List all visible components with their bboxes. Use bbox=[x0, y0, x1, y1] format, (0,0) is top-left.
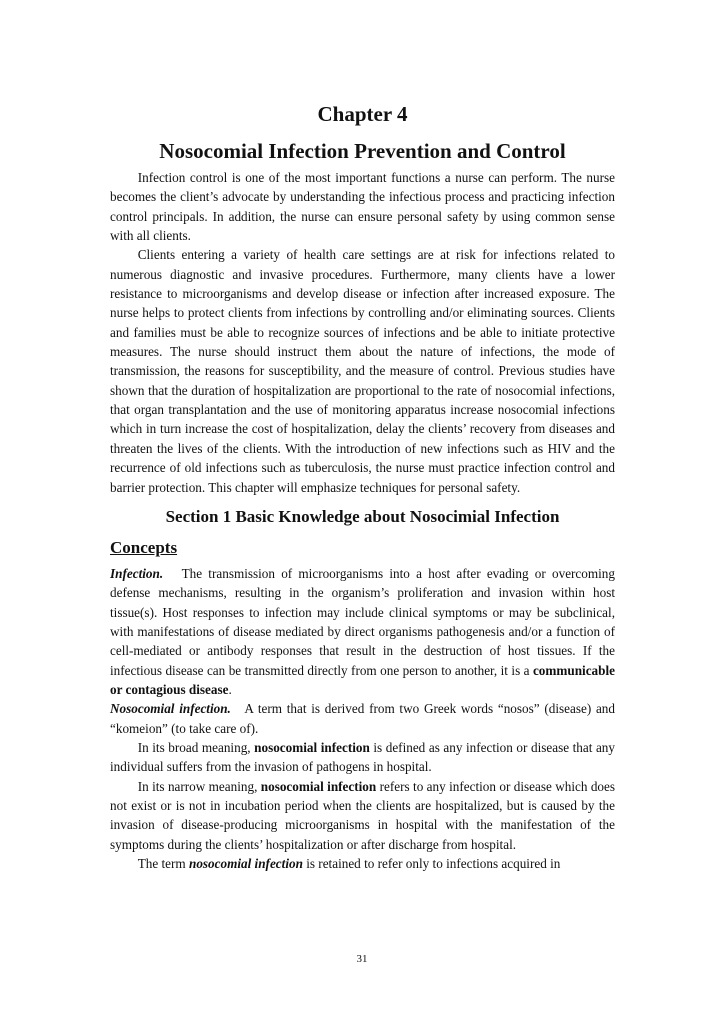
infection-definition bbox=[110, 564, 615, 699]
retained-term: nosocomial infection bbox=[188, 856, 303, 871]
page-content bbox=[110, 100, 615, 873]
retained-before: The term bbox=[137, 856, 189, 871]
narrow-after: refers to any infection or disease which does not exist or is not in incubation period when the clients are hospitalized, but is caused by the invasion of disease-producing microorganisms in hospital with the manifestation of the symptoms during the clients’ hospitalization or after discharge from hospital. bbox=[110, 778, 615, 852]
narrow-term: nosocomial infection bbox=[260, 778, 377, 794]
infection-text: The transmission of microorganisms into a host after evading or overcoming defense mechanisms, resulting in the organism’s proliferation and invasion within host tissue(s). Host responses to infection may include clinical symptoms or may be subclinical, with manifestations of disease mediated by direct organisms pathogenesis and/or a function of cell-mediated or antibody responses that result in the destruction of host tissues. If the infectious disease can be transmitted directly from one person to another, it is a bbox=[110, 565, 615, 678]
chapter-number: Chapter 4 bbox=[317, 102, 408, 126]
nosocomial-term: Nosocomial infection. bbox=[110, 701, 231, 717]
broad-meaning-paragraph bbox=[110, 738, 615, 777]
communicable-disease-term: communicable or contagious disease bbox=[110, 662, 615, 697]
page-number: 31 bbox=[356, 953, 368, 965]
broad-before: In its broad meaning, bbox=[137, 739, 255, 755]
chapter-title: Nosocomial Infection Prevention and Control bbox=[159, 139, 566, 163]
broad-after: is defined as any infection or disease that any individual suffers from the invasion of pathogens in hospital. bbox=[110, 739, 615, 775]
section-title: Section 1 Basic Knowledge about Nosocimial Infection bbox=[165, 506, 560, 526]
nosocomial-definition bbox=[110, 699, 615, 738]
infection-end: . bbox=[228, 681, 232, 697]
retained-term-paragraph bbox=[110, 854, 615, 873]
nosocomial-text: A term that is derived from two Greek words “nosos” (disease) and “komeion” (to take care of). bbox=[110, 701, 615, 736]
infection-term: Infection. bbox=[110, 565, 164, 581]
concepts-heading: Concepts bbox=[110, 537, 178, 557]
narrow-meaning-paragraph bbox=[110, 777, 615, 854]
broad-term: nosocomial infection bbox=[254, 739, 370, 755]
narrow-before: In its narrow meaning, bbox=[137, 778, 261, 794]
intro-paragraph-2: Clients entering a variety of health care settings are at risk for infections related to numerous diagnostic and invasive procedures. Furthermore, many clients have a lower resistance to microorganisms and develop disease or infection after increased exposure. The nurse helps to protect clients from infections by controlling and/or eliminating sources. Clients and families must be able to recognize sources of infections and be able to initiate protective measures. The nurse should instruct them about the nature of infections, the mode of transmission, the reasons for susceptibility, and the measure of control. Previous studies have shown that the duration of hospitalization are proportional to the rate of nosocomial infections, that organ transplantation and the use of monitoring apparatus increase nosocomial infections which in turn increase the cost of hospitalization, delay the clients’ recovery from diseases and threaten the lives of the clients. With the introduction of new infections such as HIV and the recurrence of old infections such as tuberculosis, the nurse must practice infection control and barrier protection. This chapter will emphasize techniques for personal safety. bbox=[110, 247, 615, 495]
intro-paragraph-1: Infection control is one of the most important functions a nurse can perform. The nurse becomes the client’s advocate by understanding the infectious process and practicing infection control principals. In addition, the nurse can ensure personal safety by using common sense with all clients. bbox=[110, 170, 615, 244]
retained-after: is retained to refer only to infections acquired in bbox=[302, 856, 561, 871]
